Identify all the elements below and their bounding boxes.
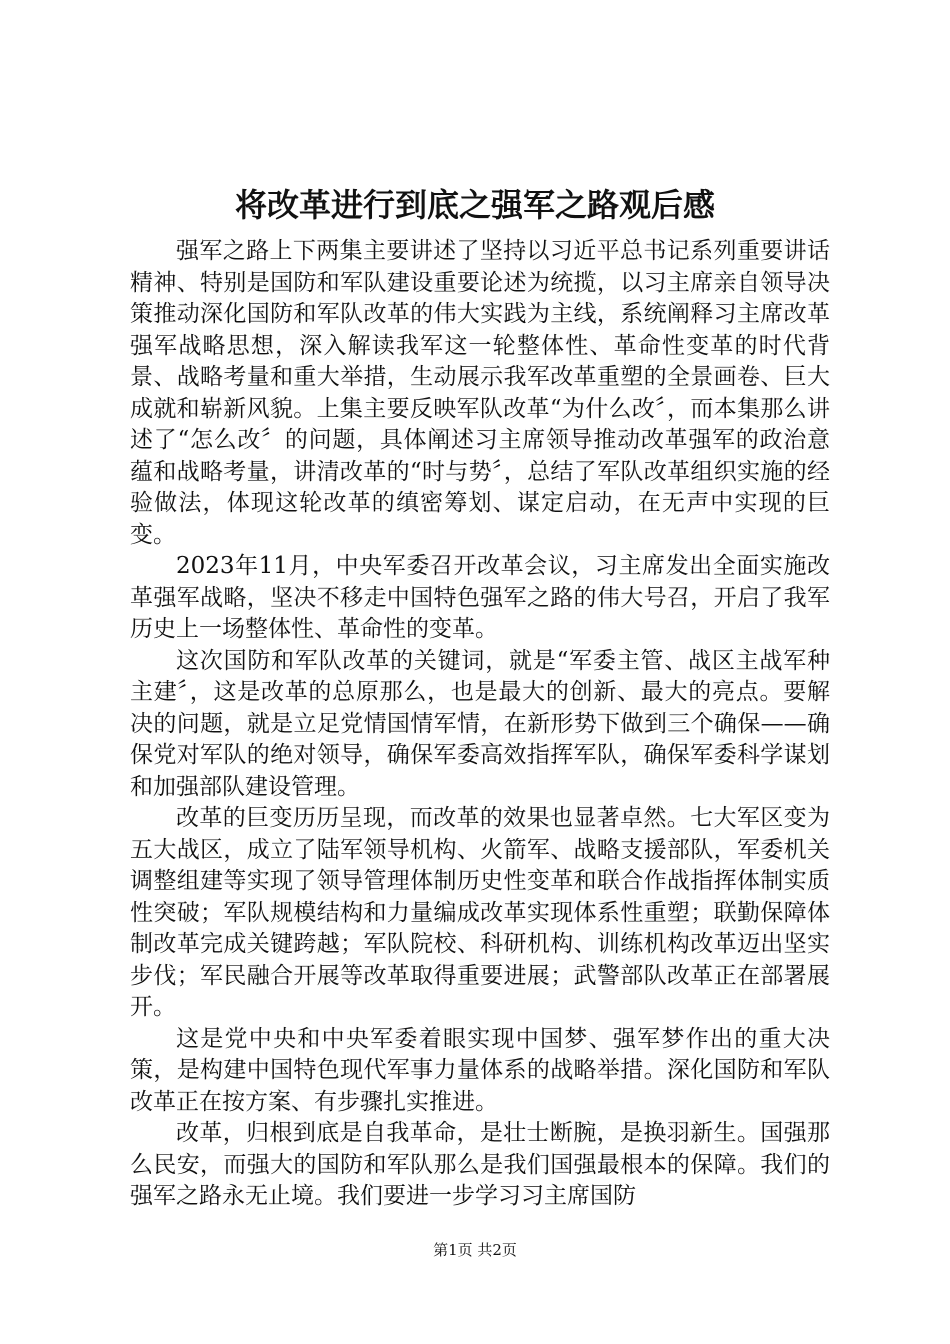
paragraph-1: 强军之路上下两集主要讲述了坚持以习近平总书记系列重要讲话精神、特别是国防和军队建设重要论述为统揽，以习主席亲自领导决策推动深化国防和军队改革的伟大实践为主线，系统阐释习主席改革强军战略思想，深入解读我军这一轮整体性、革命性变革的时代背景、战略考量和重大举措，生动展示我军改革重塑的全景画卷、巨大成就和崭新风貌。上集主要反映军队改革“为什么改〞，而本集那么讲述了“怎么改〞的问题，具体阐述习主席领导推动改革强军的政治意蕴和战略考量，讲清改革的“时与势〞，总结了军队改革组织实施的经验做法，体现这轮改革的缜密筹划、谋定启动，在无声中实现的巨变。 bbox=[130, 238, 830, 548]
document-title: 将改革进行到底之强军之路观后感 bbox=[234, 186, 715, 224]
paragraph-6: 改革，归根到底是自我革命，是壮士断腕，是换羽新生。国强那么民安，而强大的国防和军队那么是我们国强最根本的保障。我们的强军之路永无止境。我们要进一步学习习主席国防 bbox=[130, 1120, 830, 1209]
document-body bbox=[130, 236, 830, 1213]
paragraph-3: 这次国防和军队改革的关键词，就是“军委主管、战区主战军种主建〞，这是改革的总原那么，也是最大的创新、最大的亮点。要解决的问题，就是立足党情国情军情，在新形势下做到三个确保——确保党对军队的绝对领导，确保军委高效指挥军队，确保军委科学谋划和加强部队建设管理。 bbox=[130, 647, 830, 800]
paragraph-2: 2023年11月，中央军委召开改革会议，习主席发出全面实施改革强军战略，坚决不移走中国特色强军之路的伟大号召，开启了我军历史上一场整体性、革命性的变革。 bbox=[130, 553, 830, 642]
paragraph-4: 改革的巨变历历呈现，而改革的效果也显著卓然。七大军区变为五大战区，成立了陆军领导机构、火箭军、战略支援部队，军委机关调整组建等实现了领导管理体制历史性变革和联合作战指挥体制实质性突破；军队规模结构和力量编成改革实现体系性重塑；联勤保障体制改革完成关键跨越；军队院校、科研机构、训练机构改革迈出坚实步伐；军民融合开展等改革取得重要进展；武警部队改革正在部署展开。 bbox=[130, 805, 830, 1020]
page-number-footer: 第1页 共2页 bbox=[433, 1241, 517, 1259]
paragraph-5: 这是党中央和中央军委着眼实现中国梦、强军梦作出的重大决策，是构建中国特色现代军事力量体系的战略举措。深化国防和军队改革正在按方案、有步骤扎实推进。 bbox=[130, 1025, 830, 1115]
